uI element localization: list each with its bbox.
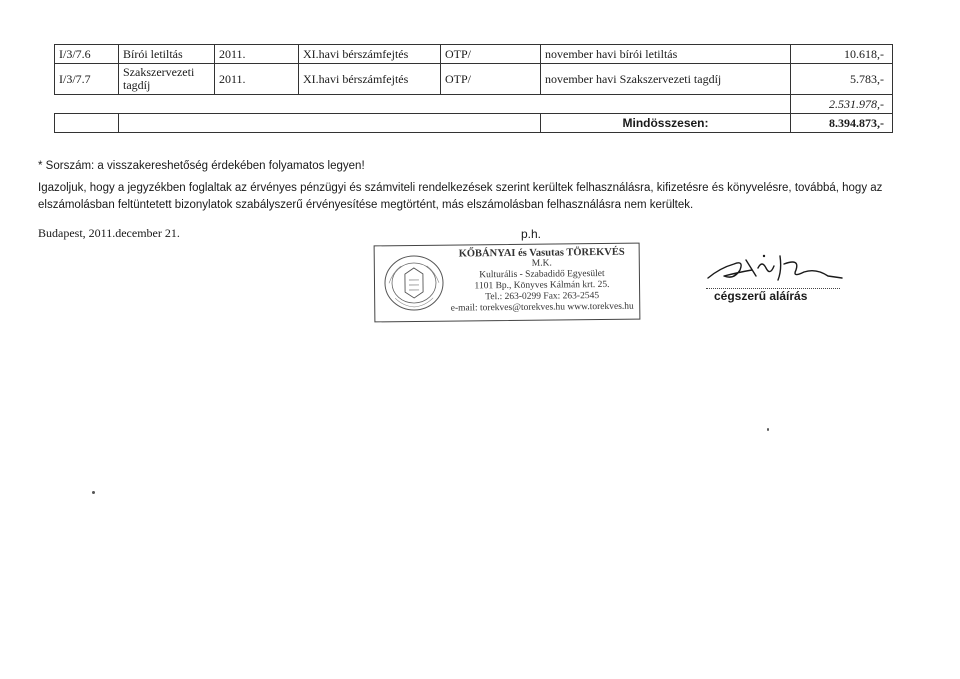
entry-remark: november havi Szakszervezeti tagdíj <box>541 64 791 95</box>
stamp-text <box>447 247 638 315</box>
entry-year: 2011. <box>215 64 299 95</box>
organization-stamp <box>374 243 641 323</box>
handwritten-signature-icon <box>700 246 850 290</box>
seal-emblem-icon <box>383 254 446 313</box>
entry-code: I/3/7.7 <box>55 64 119 95</box>
certification-text: Igazoljuk, hogy a jegyzékben foglaltak az érvényes pénzügyi és számviteli rendelkezések szerint kerültek felhasználásra, kifizetésre és könyvelésre, továbbá, hogy az elszámolásban feltüntetett bizonylatok szabályszerű érvényesítése megtörtént, más elszámolásban felhasználásra nem kerültek. <box>38 182 883 211</box>
stamp-line: Tel.: 263-0299 Fax: 263-2545 <box>485 291 600 303</box>
entry-amount: 10.618,- <box>791 45 893 64</box>
entry-year: 2011. <box>215 45 299 64</box>
total-row <box>55 114 893 133</box>
serial-number-note: * Sorszám: a visszakereshetőség érdekében folyamatos legyen! <box>38 160 365 172</box>
entry-amount: 5.783,- <box>791 64 893 95</box>
subtotal-amount: 2.531.978,- <box>791 95 893 114</box>
total-empty-cell <box>55 114 119 133</box>
stamp-line: e-mail: torekves@torekves.hu www.torekves.hu <box>450 301 634 314</box>
entry-description: XI.havi bérszámfejtés <box>299 64 441 95</box>
entry-bank: OTP/ <box>441 45 541 64</box>
entry-remark: november havi bírói letiltás <box>541 45 791 64</box>
entry-code: I/3/7.6 <box>55 45 119 64</box>
total-label: Mindösszesen: <box>541 114 791 133</box>
scan-speck <box>767 428 769 431</box>
place-date: Budapest, 2011.december 21. <box>38 226 180 240</box>
entry-type: Szakszervezeti tagdíj <box>119 64 215 95</box>
subtotal-row <box>55 95 893 114</box>
table-row <box>55 45 893 64</box>
scan-speck <box>92 491 95 494</box>
ph-label: p.h. <box>521 227 542 241</box>
entry-bank: OTP/ <box>441 64 541 95</box>
signature-label: cégszerű aláírás <box>714 289 808 303</box>
entry-description: XI.havi bérszámfejtés <box>299 45 441 64</box>
stamp-line: KŐBÁNYAI és Vasutas TÖREKVÉS <box>458 246 625 260</box>
entry-type: Bírói letiltás <box>119 45 215 64</box>
stamp-line: Kulturális - Szabadidő Egyesület <box>479 268 605 281</box>
stamp-line: M.K. <box>531 258 552 269</box>
total-amount: 8.394.873,- <box>791 114 893 133</box>
subtotal-spacer <box>55 95 791 114</box>
stamp-line: 1101 Bp., Könyves Kálmán krt. 25. <box>474 279 610 292</box>
ledger-table <box>54 44 893 133</box>
table-row <box>55 64 893 95</box>
total-empty-cell <box>119 114 541 133</box>
